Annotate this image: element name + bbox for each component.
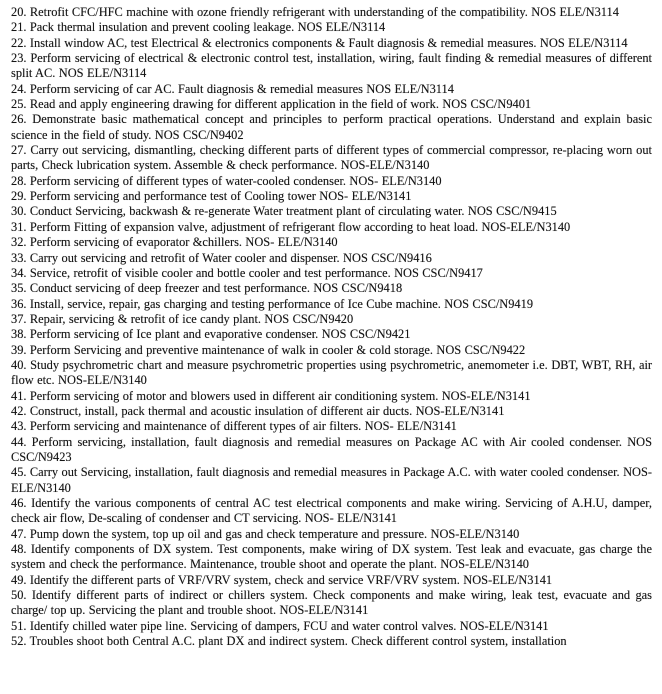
item-number: 37. (11, 311, 30, 326)
list-item (11, 297, 652, 312)
item-text: Pump down the system, top up oil and gas and check temperature and pressure. NOS-ELE/N3140 (29, 526, 520, 541)
item-number: 42. (11, 403, 30, 418)
item-text: Repair, servicing & retrofit of ice candy plant. NOS CSC/N9420 (29, 311, 354, 326)
list-item (11, 235, 652, 250)
item-text: Troubles shoot both Central A.C. plant DX and indirect system. Check different control system, installation (29, 634, 567, 649)
item-text: Install window AC, test Electrical & electronics components & Fault diagnosis & remedial measures. NOS ELE/N3114 (29, 35, 628, 50)
item-number: 40. (11, 357, 31, 372)
item-text: Perform servicing of car AC. Fault diagnosis & remedial measures NOS ELE/N3114 (29, 81, 454, 96)
item-text: Service, retrofit of visible cooler and bottle cooler and test performance. NOS CSC/N9417 (29, 265, 483, 280)
item-text: Perform servicing of different types of water-cooled condenser. NOS- ELE/N3140 (29, 173, 442, 188)
item-number: 28. (11, 173, 30, 188)
item-number: 27. (11, 143, 31, 158)
item-number: 30. (11, 204, 30, 219)
list-item (11, 496, 652, 527)
item-text: Read and apply engineering drawing for different application in the field of work. NOS CSC/N9401 (29, 97, 532, 112)
list-item (11, 266, 652, 281)
item-number: 33. (11, 250, 30, 265)
list-item (11, 51, 652, 82)
list-item (11, 619, 652, 634)
list-item (11, 389, 652, 404)
item-text: Identify chilled water pipe line. Servicing of dampers, FCU and water control valves. NOS-ELE/N3141 (29, 618, 549, 633)
list-item (11, 327, 652, 342)
item-text: Retrofit CFC/HFC machine with ozone friendly refrigerant with understanding of the compatibility. NOS ELE/N3114 (29, 5, 619, 19)
item-number: 46. (11, 496, 32, 510)
item-text: Perform servicing of electrical & electronic control test, installation, wiring, fault finding & remedial measures of different split AC. NOS ELE/N3114 (11, 51, 652, 81)
item-text: Carry out servicing, dismantling, checking different parts of different types of commercial compressor, re-placing worn out parts, Check lubrication system. Assemble & check performance. NOS-ELE/N3140 (11, 143, 652, 173)
item-text: Install, service, repair, gas charging and testing performance of Ice Cube machine. NOS CSC/N9419 (29, 296, 534, 311)
list-item (11, 281, 652, 296)
item-number: 35. (11, 281, 30, 296)
item-text: Identify the various components of central AC test electrical components and make wiring. Servicing of A.H.U, damper, check air flow, De-scaling of condenser and CT servicing. NOS- ELE/N3141 (11, 496, 652, 526)
item-text: Demonstrate basic mathematical concept and principles to perform practical operations. Understand and explain basic science in the field of study. NOS CSC/N9402 (11, 112, 652, 142)
list-item (11, 573, 652, 588)
item-text: Carry out servicing and retrofit of Water cooler and dispenser. NOS CSC/N9416 (29, 250, 432, 265)
item-text: Perform servicing and maintenance of different types of air filters. NOS- ELE/N3141 (29, 419, 457, 434)
list-item (11, 527, 652, 542)
list-item (11, 5, 652, 20)
list-item (11, 36, 652, 51)
item-number: 36. (11, 296, 30, 311)
item-number: 26. (11, 112, 33, 127)
item-text: Identify components of DX system. Test components, make wiring of DX system. Test leak and evacuate, gas charge the system and check the performance. Maintenance, trouble shoot and operate the plant. NOS-ELE/N3140 (11, 542, 652, 572)
list-item (11, 82, 652, 97)
list-item (11, 588, 652, 619)
list-item (11, 312, 652, 327)
item-number: 44. (11, 434, 32, 449)
list-item (11, 220, 652, 235)
list-item (11, 404, 652, 419)
list-item (11, 435, 652, 466)
item-text: Identify different parts of indirect or chillers system. Check components and make wiring, leak test, evacuate and gas charge/ top up. Servicing the plant and trouble shoot. NOS-ELE/N3141 (11, 588, 652, 618)
item-number: 43. (11, 419, 30, 434)
item-number: 51. (11, 618, 30, 633)
list-item (11, 251, 652, 266)
item-number: 25. (11, 97, 30, 112)
item-number: 24. (11, 81, 30, 96)
list-item (11, 189, 652, 204)
list-item (11, 358, 652, 389)
item-number: 20. (11, 5, 30, 19)
item-number: 38. (11, 327, 30, 342)
item-number: 52. (11, 634, 30, 649)
item-text: Perform Fitting of expansion valve, adjustment of refrigerant flow according to heat load. NOS-ELE/N3140 (29, 219, 571, 234)
item-number: 50. (11, 588, 32, 603)
item-number: 29. (11, 189, 30, 204)
item-number: 23. (11, 51, 31, 66)
list-item (11, 204, 652, 219)
item-text: Study psychrometric chart and measure psychrometric properties using psychrometric, anemometer i.e. DBT, WBT, RH, air flow etc. NOS-ELE/N3140 (11, 357, 653, 388)
list-item (11, 542, 652, 573)
item-number: 22. (11, 35, 30, 50)
item-number: 21. (11, 20, 30, 35)
list-item (11, 465, 652, 496)
item-text: Carry out Servicing, installation, fault diagnosis and remedial measures in Package A.C. with water cooled condenser. NOS-ELE/N3140 (11, 465, 652, 495)
item-text: Identify the different parts of VRF/VRV system, check and service VRF/VRV system. NOS-ELE/N3141 (29, 572, 553, 587)
list-item (11, 343, 652, 358)
item-number: 31. (11, 219, 30, 234)
list-item (11, 174, 652, 189)
item-text: Conduct servicing of deep freezer and test performance. NOS CSC/N9418 (29, 281, 403, 296)
item-number: 41. (11, 388, 30, 403)
list-item (11, 419, 652, 434)
item-text: Perform servicing, installation, fault diagnosis and remedial measures on Package AC with Air cooled condenser. NOS CSC/N9423 (11, 434, 652, 464)
item-number: 47. (11, 526, 30, 541)
item-text: Perform servicing of Ice plant and evaporative condenser. NOS CSC/N9421 (29, 327, 411, 342)
item-text: Perform servicing of motor and blowers used in different air conditioning system. NOS-ELE/N3141 (29, 388, 531, 403)
item-number: 49. (11, 572, 30, 587)
item-text: Perform servicing of evaporator &chillers. NOS- ELE/N3140 (29, 235, 338, 250)
items-list (11, 5, 652, 649)
item-text: Pack thermal insulation and prevent cooling leakage. NOS ELE/N3114 (29, 20, 386, 35)
item-number: 34. (11, 265, 30, 280)
list-item (11, 20, 652, 35)
item-number: 32. (11, 235, 30, 250)
item-number: 45. (11, 465, 30, 480)
item-text: Perform servicing and performance test of Cooling tower NOS- ELE/N3141 (29, 189, 412, 204)
list-item (11, 143, 652, 174)
item-number: 39. (11, 342, 30, 357)
item-text: Conduct Servicing, backwash & re-generate Water treatment plant of circulating water. NOS CSC/N9415 (29, 204, 557, 219)
item-number: 48. (11, 542, 31, 557)
item-text: Construct, install, pack thermal and acoustic insulation of different air ducts. NOS-ELE/N3141 (29, 403, 505, 418)
list-item (11, 97, 652, 112)
item-text: Perform Servicing and preventive maintenance of walk in cooler & cold storage. NOS CSC/N9422 (29, 342, 526, 357)
list-item (11, 112, 652, 143)
list-item (11, 634, 652, 649)
